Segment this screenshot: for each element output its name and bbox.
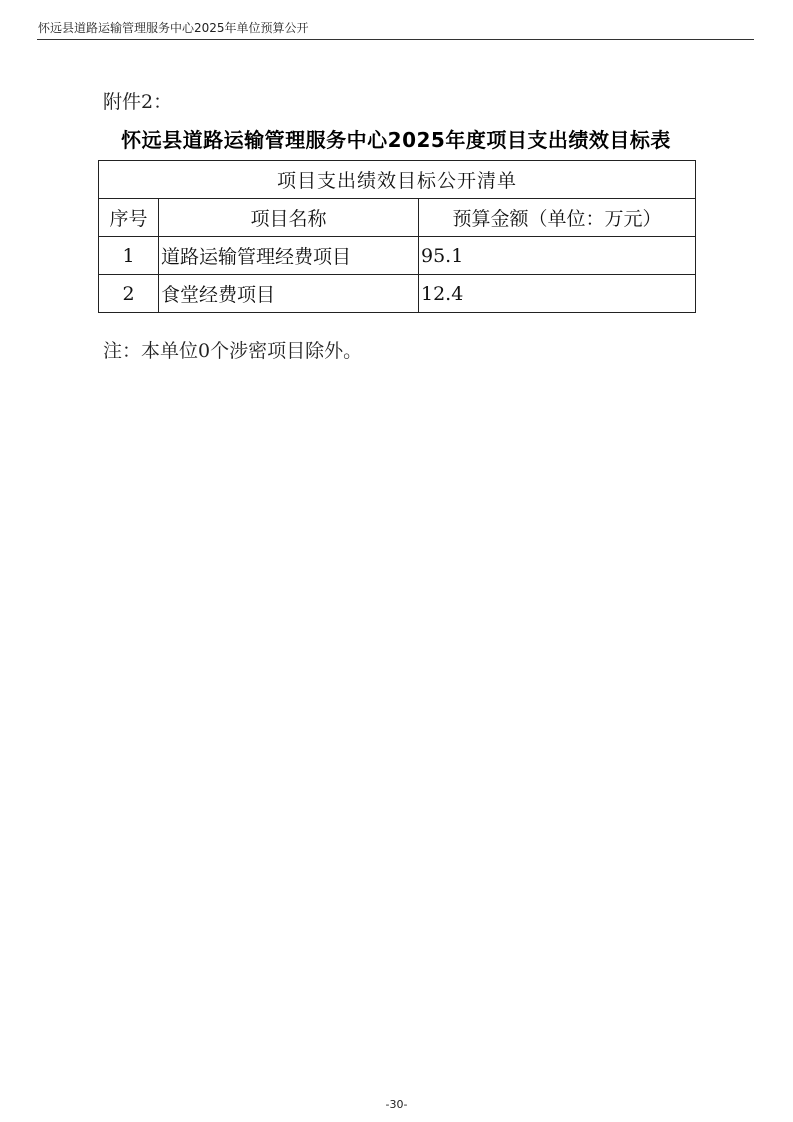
table-header-row — [99, 199, 696, 237]
column-header-index: 序号 — [99, 199, 159, 237]
row-project-name: 道路运输管理经费项目 — [159, 237, 419, 275]
page-number: -30- — [385, 1098, 408, 1111]
row-budget-amount: 12.4 — [419, 275, 696, 313]
column-header-project-name: 项目名称 — [159, 199, 419, 237]
header-divider — [37, 39, 754, 40]
table-caption: 项目支出绩效目标公开清单 — [99, 161, 696, 199]
attachment-label: 附件2： — [103, 91, 173, 113]
running-header: 怀远县道路运输管理服务中心2025年单位预算公开 — [38, 21, 309, 35]
footnote: 注：本单位0个涉密项目除外。 — [103, 340, 363, 362]
document-title: 怀远县道路运输管理服务中心2025年度项目支出绩效目标表 — [121, 128, 671, 152]
column-header-budget-amount: 预算金额（单位：万元） — [419, 199, 696, 237]
row-index: 2 — [99, 275, 159, 313]
row-budget-amount: 95.1 — [419, 237, 696, 275]
performance-goals-table — [98, 160, 696, 313]
table-row — [99, 237, 696, 275]
table-row — [99, 275, 696, 313]
table-caption-row — [99, 161, 696, 199]
row-project-name: 食堂经费项目 — [159, 275, 419, 313]
row-index: 1 — [99, 237, 159, 275]
